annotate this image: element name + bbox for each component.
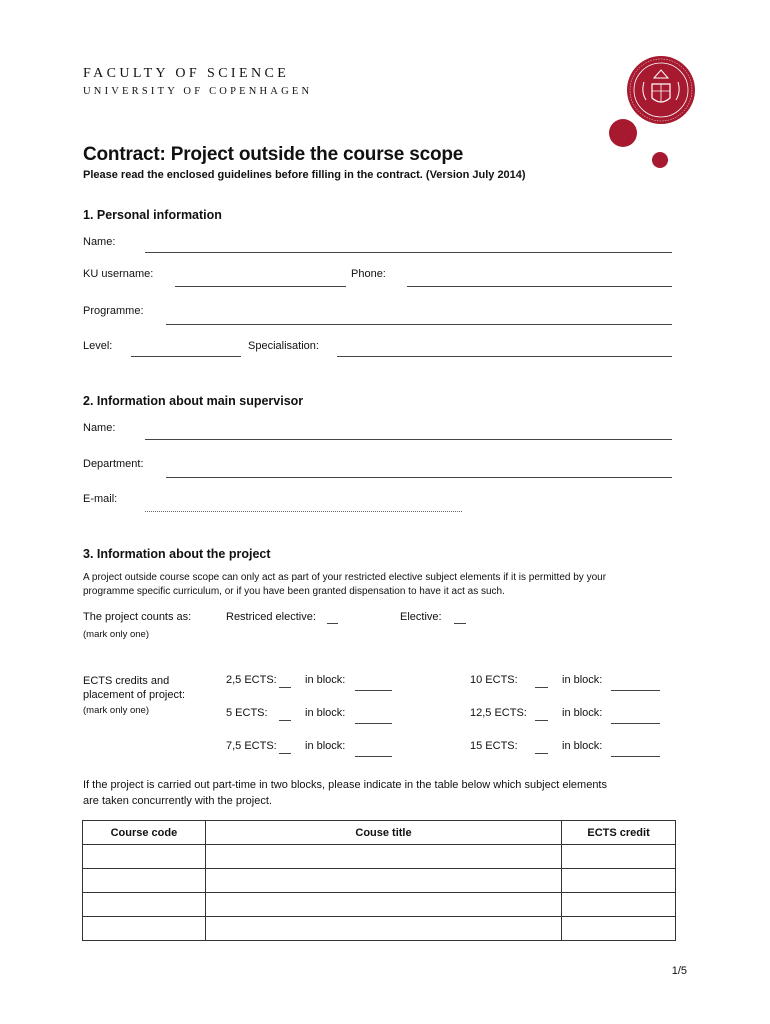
ects-10-block-field[interactable]	[611, 690, 660, 691]
table-row	[83, 917, 676, 941]
restricted-elective-checkbox[interactable]	[327, 623, 338, 624]
ects-placement-label-2: placement of project:	[83, 689, 186, 701]
personal-name-label: Name:	[83, 236, 116, 248]
ects-option-15: 15 ECTS:	[470, 740, 518, 752]
page-number: 1/5	[671, 965, 687, 977]
table-row	[83, 869, 676, 893]
in-block-label: in block:	[562, 674, 603, 686]
course-code-cell[interactable]	[83, 917, 206, 941]
ects-option-2-5: 2,5 ECTS:	[226, 674, 277, 686]
department-label: Department:	[83, 458, 144, 470]
specialisation-field[interactable]	[337, 356, 672, 357]
col-header-course-title: Couse title	[205, 821, 561, 845]
page-subtitle: Please read the enclosed guidelines before filling in the contract. (Version July 2014)	[83, 169, 526, 181]
department-field[interactable]	[166, 477, 672, 478]
course-title-cell[interactable]	[205, 869, 561, 893]
university-seal-logo	[600, 52, 700, 172]
university-name: UNIVERSITY OF COPENHAGEN	[83, 86, 313, 97]
ects-12-5-checkbox[interactable]	[535, 720, 548, 721]
course-code-cell[interactable]	[83, 845, 206, 869]
section3-heading: 3. Information about the project	[83, 547, 271, 561]
in-block-label: in block:	[305, 707, 346, 719]
personal-name-field[interactable]	[145, 252, 672, 253]
phone-label: Phone:	[351, 268, 386, 280]
ects-option-10: 10 ECTS:	[470, 674, 518, 686]
ects-7-5-checkbox[interactable]	[279, 753, 291, 754]
section2-heading: 2. Information about main supervisor	[83, 394, 304, 408]
ects-credit-cell[interactable]	[562, 893, 676, 917]
ku-username-label: KU username:	[83, 268, 154, 280]
concurrent-courses-table	[82, 820, 676, 941]
table-row	[83, 845, 676, 869]
mark-only-one-note: (mark only one)	[83, 629, 149, 640]
in-block-label: in block:	[562, 740, 603, 752]
table-row	[83, 893, 676, 917]
course-title-cell[interactable]	[205, 917, 561, 941]
level-label: Level:	[83, 340, 113, 352]
course-title-cell[interactable]	[205, 845, 561, 869]
email-field[interactable]	[145, 511, 462, 512]
col-header-course-code: Course code	[83, 821, 206, 845]
ku-username-field[interactable]	[175, 286, 346, 287]
ects-2-5-block-field[interactable]	[355, 690, 392, 691]
section1-heading: 1. Personal information	[83, 208, 222, 222]
elective-label: Elective:	[400, 611, 442, 623]
ects-placement-label-1: ECTS credits and	[83, 675, 170, 687]
ects-mark-only-one-note: (mark only one)	[83, 705, 149, 716]
ects-credit-cell[interactable]	[562, 869, 676, 893]
ects-15-checkbox[interactable]	[535, 753, 548, 754]
ects-option-12-5: 12,5 ECTS:	[470, 707, 527, 719]
phone-field[interactable]	[407, 286, 672, 287]
section3-intro: A project outside course scope can only act as part of your restricted elective subject elements if it is permitted by your programme specific curriculum, or if you have been granted dispensation to have it act as such.	[83, 572, 607, 597]
supervisor-name-label: Name:	[83, 422, 116, 434]
ects-credit-cell[interactable]	[562, 845, 676, 869]
supervisor-name-field[interactable]	[145, 439, 672, 440]
ects-7-5-block-field[interactable]	[355, 756, 392, 757]
programme-label: Programme:	[83, 305, 144, 317]
ects-10-checkbox[interactable]	[535, 687, 548, 688]
ects-5-block-field[interactable]	[355, 723, 392, 724]
in-block-label: in block:	[562, 707, 603, 719]
programme-field[interactable]	[166, 324, 672, 325]
specialisation-label: Specialisation:	[248, 340, 319, 352]
ects-15-block-field[interactable]	[611, 756, 660, 757]
ects-12-5-block-field[interactable]	[611, 723, 660, 724]
faculty-name: FACULTY OF SCIENCE	[83, 66, 290, 81]
seal-dot-small	[652, 152, 668, 168]
page-title: Contract: Project outside the course scope	[83, 144, 464, 165]
course-code-cell[interactable]	[83, 893, 206, 917]
ects-2-5-checkbox[interactable]	[279, 687, 291, 688]
email-label: E-mail:	[83, 493, 118, 505]
in-block-label: in block:	[305, 674, 346, 686]
parttime-instructions: If the project is carried out part-time in two blocks, please indicate in the table below which subject elements are taken concurrently with the project.	[83, 779, 607, 807]
course-code-cell[interactable]	[83, 869, 206, 893]
seal-dot-large	[609, 119, 637, 147]
restricted-elective-label: Restriced elective:	[226, 611, 316, 623]
in-block-label: in block:	[305, 740, 346, 752]
ects-option-7-5: 7,5 ECTS:	[226, 740, 277, 752]
level-field[interactable]	[131, 356, 241, 357]
ects-option-5: 5 ECTS:	[226, 707, 268, 719]
table-header-row	[83, 821, 676, 845]
counts-as-label: The project counts as:	[83, 611, 192, 623]
course-title-cell[interactable]	[205, 893, 561, 917]
ects-5-checkbox[interactable]	[279, 720, 291, 721]
col-header-ects-credit: ECTS credit	[562, 821, 676, 845]
elective-checkbox[interactable]	[454, 623, 466, 624]
ects-credit-cell[interactable]	[562, 917, 676, 941]
